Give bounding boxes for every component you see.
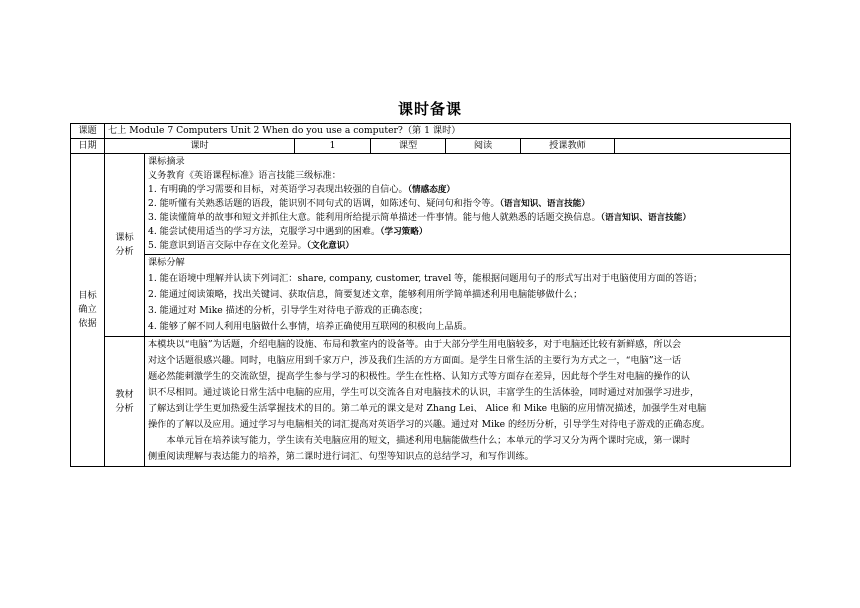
date-label: 日期: [71, 139, 105, 154]
breakdown-heading: 课标分解: [148, 257, 185, 268]
goals-label-line: 依据: [78, 318, 97, 329]
standard-item-tag: （情感态度）: [407, 185, 456, 195]
material-line: 题必然能刺激学生的交流欲望，提高学生参与学习的积极性。学生在性格、认知方式等方面存在差异，因此每个学生对电脑的操作的认: [148, 371, 691, 382]
standard-item-tag: （文化意识）: [306, 241, 354, 251]
standard-item-text: 1. 有明确的学习需要和目标，对英语学习表现出较强的自信心。: [148, 184, 408, 195]
standard-analysis-label-line: 课标: [115, 232, 134, 243]
topic-value: 七上 Module 7 Computers Unit 2 When do you use a computer?（第 1 课时）: [105, 124, 791, 139]
standard-item-tag: （语言知识、语言技能）: [600, 213, 691, 223]
lesson-plan-table: [70, 123, 791, 467]
standard-item: [148, 211, 787, 225]
material-line: 操作的了解以及应用。通过学习与电脑相关的词汇提高对英语学习的兴趣。通过对 Mike 的经历分析，引导学生对待电子游戏的正确态度。: [148, 419, 711, 430]
material-analysis-label: [105, 337, 145, 467]
breakdown-item: 2. 能通过阅读策略，找出关键词、获取信息，简要复述文章，能够利用所学简单描述利用电脑能够做什么；: [148, 289, 583, 300]
standard-analysis-label-line: 分析: [115, 246, 134, 257]
type-label: 课型: [371, 139, 446, 154]
material-analysis-cell: [145, 337, 791, 467]
material-line: 本模块以“电脑”为话题，介绍电脑的设施、布局和教室内的设备等。由于大部分学生用电脑较多，对于电脑还比较有新鲜感，所以会: [148, 339, 682, 350]
material-line: 对这个话题很感兴趣。同时，电脑应用到千家万户，涉及我们生活的方方面面。是学生日常生活的主要行为方式之一，“电脑”这一话: [148, 355, 682, 366]
material-analysis-label-line: 分析: [115, 402, 134, 414]
lesson-value: 1: [295, 139, 371, 154]
breakdown-item: 1. 能在语境中理解并认读下列词汇：share, company, customer, travel 等，能根据问题用句子的形式写出对于电脑使用方面的答语；: [148, 273, 703, 284]
standard-excerpt-cell: [145, 154, 791, 255]
breakdown-item: 3. 能通过对 Mike 描述的分析，引导学生对待电子游戏的正确态度；: [148, 305, 428, 316]
type-value: 阅读: [446, 139, 521, 154]
material-line: 识不尽相同。通过谈论日常生活中电脑的应用，学生可以交流各自对电脑技术的认识，丰富学生的生活体验，同时通过对加强学习进步，: [148, 387, 700, 398]
standard-item-text: 5. 能意识到语言交际中存在文化差异。: [148, 240, 307, 251]
date-row: [71, 139, 791, 154]
goals-label: [71, 154, 105, 467]
topic-row: [71, 124, 791, 139]
goals-label-line: 确立: [78, 304, 97, 315]
standard-item: [148, 197, 787, 211]
standard-item: [148, 239, 787, 253]
standard-breakdown-cell: [145, 255, 791, 337]
material-analysis-label-line: 教材: [115, 388, 134, 400]
standard-item: [148, 183, 787, 197]
standard-analysis-label: [105, 154, 145, 337]
standard-excerpt-row: [71, 154, 791, 255]
teacher-value: [615, 139, 791, 154]
standard-item: [148, 225, 787, 239]
standard-item-text: 3. 能读懂简单的故事和短文并抓住大意。能利用所给提示简单描述一件事情。能与他人就熟悉的话题交换信息。: [148, 212, 601, 223]
material-analysis-row: [71, 337, 791, 467]
material-line: 本单元旨在培养读写能力，学生读有关电脑应用的短文，描述利用电脑能做些什么；本单元的学习又分为两个课时完成，第一课时: [166, 435, 691, 446]
standard-item-text: 2. 能听懂有关熟悉话题的语段，能识别不同句式的语调，如陈述句、疑问句和指令等。: [148, 198, 500, 209]
teacher-label: 授课教师: [521, 139, 615, 154]
standard-intro: 义务教育《英语课程标准》语言技能三级标准：: [148, 170, 341, 181]
topic-label: 课题: [71, 124, 105, 139]
standard-item-tag: （语言知识、语言技能）: [499, 199, 590, 209]
lesson-label: 课时: [105, 139, 295, 154]
standard-breakdown-row: [71, 255, 791, 337]
material-line: 了解达到让学生更加热爱生活掌握技术的目的。第二单元的课文是对 Zhang Lei、 Alice 和 Mike 电脑的应用情况描述，加强学生对电脑: [148, 403, 707, 414]
material-line: 侧重阅读理解与表达能力的培养，第二课时进行词汇、句型等知识点的总结学习，和写作训练。: [148, 451, 534, 462]
standard-excerpt-heading: 课标摘录: [148, 156, 185, 167]
breakdown-item: 4. 能够了解不同人利用电脑做什么事情，培养正确使用互联网的积极向上品质。: [148, 321, 473, 332]
standard-item-text: 4. 能尝试使用适当的学习方法，克服学习中遇到的困难。: [148, 226, 381, 237]
goals-label-line: 目标: [78, 290, 97, 301]
standard-item-tag: （学习策略）: [380, 227, 428, 237]
page-title: 课时备课: [397, 100, 462, 118]
